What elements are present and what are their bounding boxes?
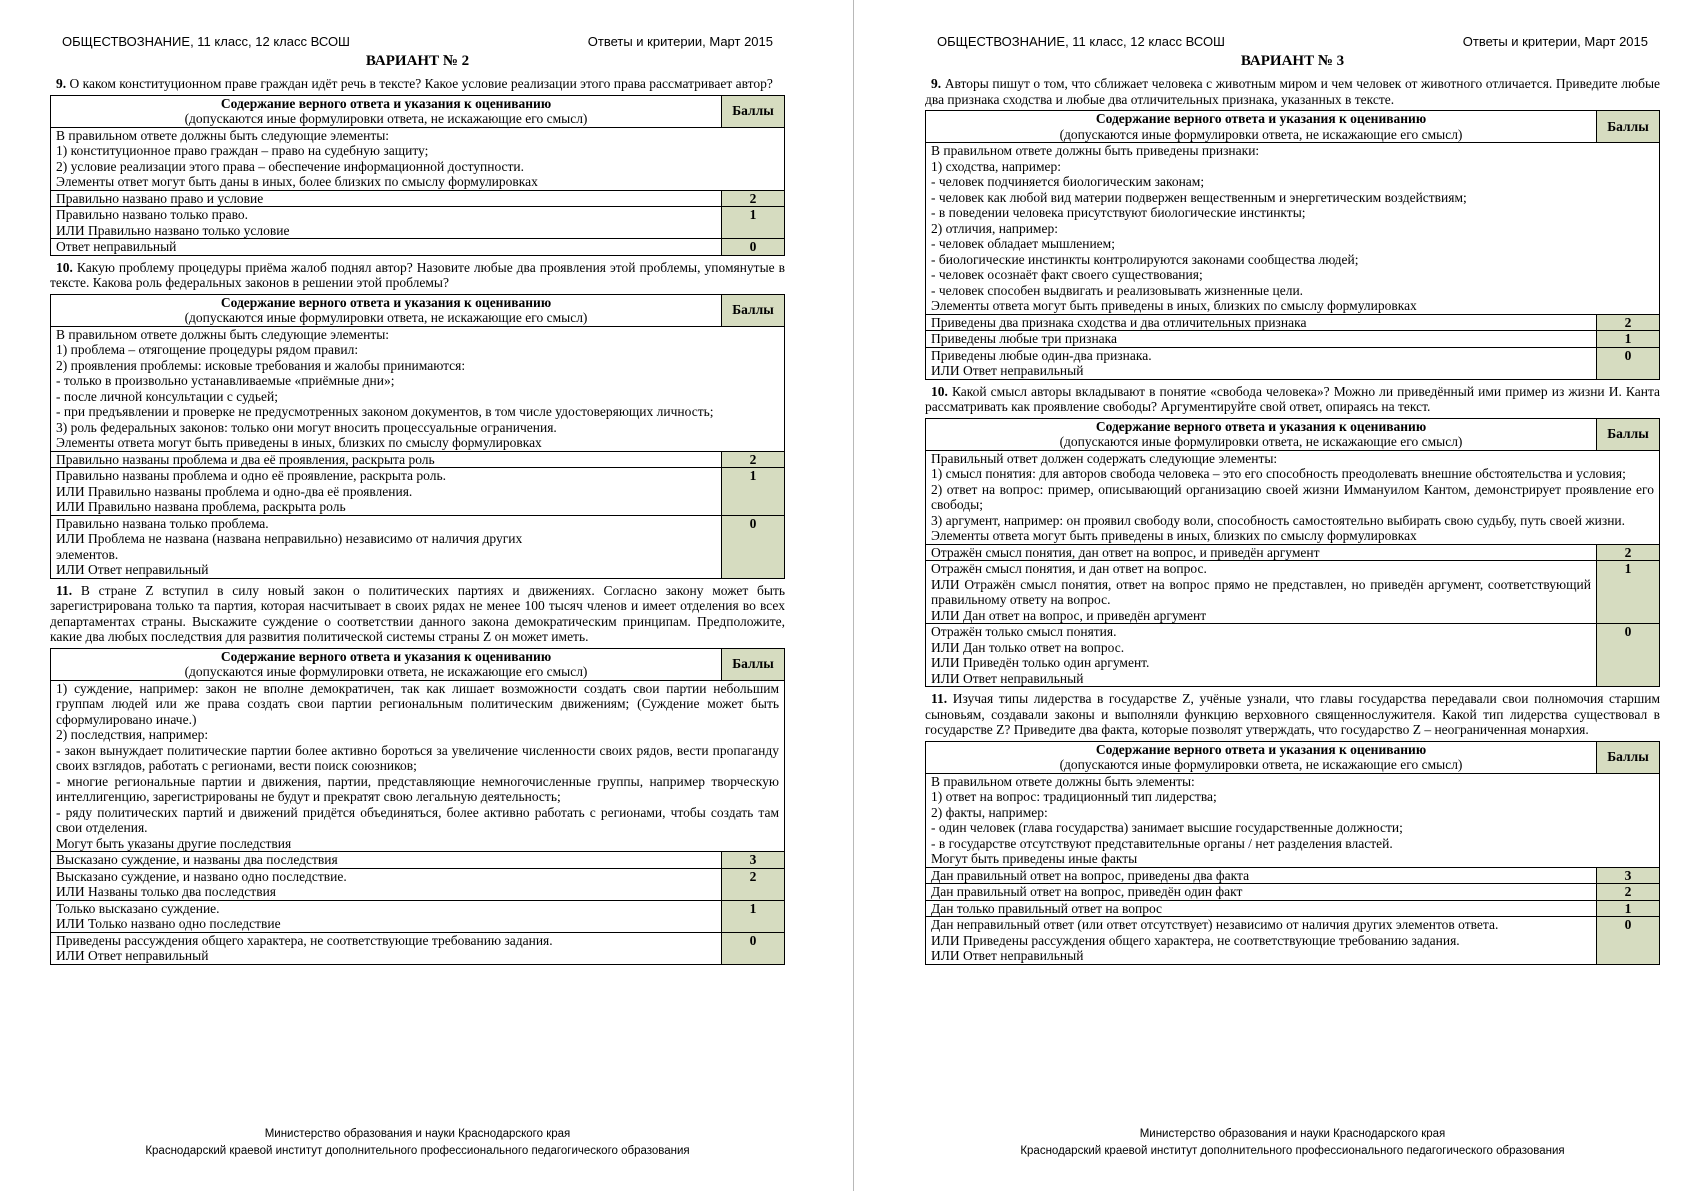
score-criterion xyxy=(926,624,1597,687)
score-row xyxy=(51,932,785,964)
criterion-line: Правильно названо только право. xyxy=(56,207,248,222)
answer-criteria-table xyxy=(925,110,1660,380)
content-line: - многие региональные партии и движения, партии, представляющие немногочисленные группы, например творческую интеллигенцию, зарегистрированы не будут и прекратят свою легальную деятельность; xyxy=(56,773,779,804)
answer-content-row xyxy=(926,773,1660,867)
content-line: 1) ответ на вопрос: традиционный тип лидерства; xyxy=(931,789,1217,804)
answer-criteria-table xyxy=(50,95,785,256)
content-line: - человек способен выдвигать и реализовывать жизненные цели. xyxy=(931,282,1304,298)
content-line: 2) последствия, например: xyxy=(56,727,209,742)
content-line: 2) отличия, например: xyxy=(931,220,1058,236)
table-header-content xyxy=(926,111,1597,143)
criterion-line: Приведены два признака сходства и два отличительных признака xyxy=(931,314,1307,330)
content-line: - после личной консультации с судьей; xyxy=(56,388,278,404)
score-row xyxy=(51,190,785,207)
variant-title: ВАРИАНТ № 3 xyxy=(1240,53,1345,69)
content-line: 2) проявления проблемы: исковые требования и жалобы принимаются: xyxy=(56,357,466,373)
question-number: 11. xyxy=(931,691,948,706)
answer-content-row xyxy=(51,680,785,852)
question-body: Какую проблему процедуры приёма жалоб поднял автор? Назовите любые два проявления этой проблемы, упомянутые в тексте. Какова роль федеральных законов в решении этой проблемы? xyxy=(50,259,786,290)
content-line: В правильном ответе должны быть следующие элементы: xyxy=(56,326,390,342)
content-line: В правильном ответе должны быть приведены признаки: xyxy=(931,143,1260,158)
footer-ministry: Министерство образования и науки Краснодарского края xyxy=(264,1128,571,1140)
score-criterion xyxy=(926,347,1597,379)
score-points: 3 xyxy=(722,852,785,869)
content-line: - человек осознаёт факт своего существования; xyxy=(931,267,1203,282)
header-score-title: Баллы xyxy=(1597,418,1660,450)
question-body: В стране Z вступил в силу новый закон о политических партиях и движениях. Согласно закону может быть зарегистрирована только та партия, которая насчитывает в своих рядах не менее 100 тысяч членов и имеет отделения во всех департаментах страны. Выскажите суждение о соответствии данного закона демократическим принципам. Предположите, какие два любых последствия для развития политической системы страны Z он может иметь. xyxy=(50,582,786,644)
score-points: 0 xyxy=(722,932,785,964)
header-date: Ответы и критерии, Март 2015 xyxy=(1462,34,1648,49)
score-criterion xyxy=(926,867,1597,884)
score-points: 0 xyxy=(1597,347,1660,379)
variant-title: ВАРИАНТ № 2 xyxy=(365,53,470,69)
score-criterion xyxy=(51,207,722,239)
content-line: 1) сходства, например: xyxy=(931,158,1062,174)
criterion-line: ИЛИ Названы только два последствия xyxy=(56,884,277,899)
score-row xyxy=(926,917,1660,965)
content-line: - биологические инстинкты контролируются законами сообщества людей; xyxy=(931,251,1359,267)
score-criterion xyxy=(926,314,1597,331)
criterion-line: Отражён только смысл понятия. xyxy=(931,624,1117,639)
score-criterion xyxy=(926,561,1597,624)
criterion-line: Правильно названы проблема и два её проявления, раскрыта роль xyxy=(56,451,435,467)
score-criterion xyxy=(926,544,1597,561)
criterion-line: Приведены любые один-два признака. xyxy=(931,347,1152,363)
content-line: 1) смысл понятия: для авторов свобода человека – это его способность преодолевать внешние обстоятельства и условия; xyxy=(931,466,1626,481)
criterion-line: ИЛИ Ответ неправильный xyxy=(931,670,1084,686)
score-row xyxy=(926,544,1660,561)
header-score-title: Баллы xyxy=(1597,741,1660,773)
score-row xyxy=(51,207,785,239)
page-header xyxy=(925,34,1660,52)
header-content-note: (допускаются иные формулировки ответа, не искажающие его смысл) xyxy=(184,310,588,325)
header-content-note: (допускаются иные формулировки ответа, не искажающие его смысл) xyxy=(184,111,588,126)
question-body: Какой смысл авторы вкладывают в понятие «свобода человека»? Можно ли приведённый ими пример из жизни И. Канта рассматривать как проявление свободы? Аргументируйте свой ответ, опираясь на текст. xyxy=(925,383,1660,414)
score-criterion xyxy=(51,900,722,932)
header-content-title: Содержание верного ответа и указания к оцениванию xyxy=(1095,418,1427,434)
score-row xyxy=(926,867,1660,884)
header-content-note: (допускаются иные формулировки ответа, не искажающие его смысл) xyxy=(184,664,588,679)
question-body: Авторы пишут о том, что сближает человека с животным миром и чем человек от животного отличается. Приведите любые два признака сходства и любые два отличительных признака, указанных в тексте. xyxy=(925,76,1661,107)
score-criterion xyxy=(51,515,722,578)
question-number: 9. xyxy=(931,76,942,91)
criterion-line: Дан правильный ответ на вопрос, приведён один факт xyxy=(931,884,1243,899)
criterion-line: Приведены любые три признака xyxy=(931,331,1118,346)
criterion-line: ИЛИ Правильно названы проблема и одно-два её проявления. xyxy=(56,483,413,499)
answer-content-row xyxy=(926,450,1660,544)
page-header xyxy=(50,34,785,52)
header-content-note: (допускаются иные формулировки ответа, не искажающие его смысл) xyxy=(1059,126,1463,142)
answer-criteria-table xyxy=(50,294,785,579)
score-criterion xyxy=(926,917,1597,965)
content-line: 3) роль федеральных законов: только они могут вносить процессуальные ограничения. xyxy=(56,419,557,435)
question-number: 10. xyxy=(56,259,73,275)
score-points: 2 xyxy=(722,190,785,207)
question-text xyxy=(925,384,1660,415)
score-row xyxy=(926,884,1660,901)
content-line: Могут быть приведены иные факты xyxy=(931,851,1138,866)
score-row xyxy=(51,451,785,468)
criterion-line: ИЛИ Ответ неправильный xyxy=(931,948,1084,963)
criterion-line: элементов. xyxy=(56,546,119,562)
criterion-line: ИЛИ Приведены рассуждения общего характера, не соответствующие требованию задания. xyxy=(931,932,1460,948)
criterion-line: Дан неправильный ответ (или ответ отсутствует) независимо от наличия других элементов ответа. xyxy=(931,917,1499,932)
criterion-line: ИЛИ Отражён смысл понятия, ответ на вопрос прямо не представлен, но приведён аргумент, соответствующий правильному ответу на вопрос. xyxy=(931,576,1591,607)
score-row xyxy=(926,331,1660,348)
score-points: 0 xyxy=(722,239,785,256)
content-line: Элементы ответ могут быть даны в иных, более близких по смыслу формулировках xyxy=(56,174,538,189)
footer-ministry: Министерство образования и науки Краснодарского края xyxy=(1139,1128,1446,1140)
question-number: 9. xyxy=(56,76,67,91)
score-row xyxy=(51,239,785,256)
answer-content-cell xyxy=(926,773,1660,867)
score-points: 3 xyxy=(1597,867,1660,884)
score-criterion xyxy=(926,900,1597,917)
answer-criteria-table xyxy=(925,418,1660,688)
criterion-line: Дан правильный ответ на вопрос, приведены два факта xyxy=(931,867,1250,883)
table-header-row xyxy=(926,418,1660,450)
content-line: - закон вынуждает политические партии более активно бороться за увеличение численности своих рядов, вести пропаганду своих взглядов, работать с регионами, вести поиск союзников; xyxy=(56,742,779,773)
answer-content-row xyxy=(51,127,785,190)
header-content-note: (допускаются иные формулировки ответа, не искажающие его смысл) xyxy=(1059,434,1463,449)
criterion-line: Правильно названа только проблема. xyxy=(56,515,269,531)
score-criterion xyxy=(51,451,722,468)
score-criterion xyxy=(51,932,722,964)
question-text xyxy=(925,76,1660,107)
answer-criteria-table xyxy=(50,648,785,965)
content-line: В правильном ответе должны быть элементы: xyxy=(931,773,1195,789)
footer-institute: Краснодарский краевой институт дополнительного профессионального педагогического образования xyxy=(145,1145,690,1157)
score-criterion xyxy=(51,239,722,256)
criterion-line: ИЛИ Ответ неправильный xyxy=(56,562,209,577)
question-number: 10. xyxy=(931,383,948,399)
content-line: - только в произвольно устанавливаемые «приёмные дни»; xyxy=(56,373,395,388)
header-score-title: Баллы xyxy=(722,95,785,127)
criterion-line: ИЛИ Правильно названо только условие xyxy=(56,222,290,238)
question-text xyxy=(50,583,785,645)
header-content-title: Содержание верного ответа и указания к оцениванию xyxy=(220,648,552,664)
score-points: 1 xyxy=(722,207,785,239)
header-content-title: Содержание верного ответа и указания к оцениванию xyxy=(1095,111,1427,126)
score-row xyxy=(926,624,1660,687)
table-header-row xyxy=(51,648,785,680)
content-line: - человек обладает мышлением; xyxy=(931,236,1115,251)
footer-institute: Краснодарский краевой институт дополнительного профессионального педагогического образования xyxy=(1020,1145,1565,1157)
question-body: О каком конституционном праве граждан идёт речь в тексте? Какое условие реализации этого права рассматривает автор? xyxy=(69,76,773,91)
answer-content-cell xyxy=(926,450,1660,544)
criterion-line: Правильно названы проблема и одно её проявление, раскрыта роль. xyxy=(56,468,447,483)
page-footer xyxy=(50,1126,785,1160)
content-line: 2) ответ на вопрос: пример, описывающий организацию своей жизни Иммануилом Кантом, демонстрирует проявление его свободы; xyxy=(931,481,1654,512)
criterion-line: ИЛИ Дан только ответ на вопрос. xyxy=(931,639,1125,655)
criterion-line: ИЛИ Приведён только один аргумент. xyxy=(931,655,1150,670)
criterion-line: Дан только правильный ответ на вопрос xyxy=(931,900,1163,916)
criterion-line: Ответ неправильный xyxy=(56,239,177,254)
score-criterion xyxy=(51,868,722,900)
answer-content-row xyxy=(51,326,785,451)
question-text xyxy=(50,76,785,92)
score-points: 2 xyxy=(1597,314,1660,331)
table-header-row xyxy=(51,294,785,326)
content-line: - при предъявлении и проверке не предусмотренных законом документов, в том числе удостоверяющих личность; xyxy=(56,404,714,419)
score-points: 1 xyxy=(722,900,785,932)
score-row xyxy=(51,852,785,869)
table-header-content xyxy=(926,741,1597,773)
score-points: 0 xyxy=(1597,917,1660,965)
header-score-title: Баллы xyxy=(722,648,785,680)
content-line: 2) условие реализации этого права – обеспечение информационной доступности. xyxy=(56,158,525,174)
table-header-content xyxy=(51,294,722,326)
question-text xyxy=(925,691,1660,738)
table-header-row xyxy=(51,95,785,127)
score-criterion xyxy=(51,852,722,869)
score-points: 2 xyxy=(722,451,785,468)
table-header-row xyxy=(926,741,1660,773)
score-points: 1 xyxy=(1597,561,1660,624)
page-footer xyxy=(925,1126,1660,1160)
content-line: 2) факты, например: xyxy=(931,804,1048,820)
content-line: - один человек (глава государства) занимает высшие государственные должности; xyxy=(931,820,1403,835)
criterion-line: Правильно названо право и условие xyxy=(56,190,264,206)
criterion-line: ИЛИ Проблема не названа (названа неправильно) независимо от наличия других xyxy=(56,531,523,546)
score-criterion xyxy=(51,468,722,516)
criterion-line: ИЛИ Правильно названа проблема, раскрыта роль xyxy=(56,499,346,514)
answer-content-row xyxy=(926,143,1660,315)
criterion-line: Приведены рассуждения общего характера, не соответствующие требованию задания. xyxy=(56,932,553,948)
score-points: 0 xyxy=(722,515,785,578)
criterion-line: Высказано суждение, и названы два последствия xyxy=(56,852,338,867)
criterion-line: ИЛИ Дан ответ на вопрос, и приведён аргумент xyxy=(931,607,1207,623)
criterion-line: ИЛИ Только названо одно последствие xyxy=(56,916,281,931)
score-row xyxy=(926,314,1660,331)
table-header-content xyxy=(51,95,722,127)
score-row xyxy=(926,347,1660,379)
criterion-line: ИЛИ Ответ неправильный xyxy=(56,948,209,963)
score-criterion xyxy=(926,884,1597,901)
header-content-title: Содержание верного ответа и указания к оцениванию xyxy=(220,294,552,310)
score-row xyxy=(51,868,785,900)
question-text xyxy=(50,260,785,291)
criterion-line: Только высказано суждение. xyxy=(56,900,220,916)
score-points: 1 xyxy=(1597,331,1660,348)
score-points: 2 xyxy=(1597,544,1660,561)
answer-content-cell xyxy=(51,326,785,451)
table-header-content xyxy=(926,418,1597,450)
content-line: 1) конституционное право граждан – право на судебную защиту; xyxy=(56,143,429,158)
page-body xyxy=(50,76,785,969)
header-content-note: (допускаются иные формулировки ответа, не искажающие его смысл) xyxy=(1059,757,1463,772)
score-points: 2 xyxy=(1597,884,1660,901)
content-line: - в поведении человека присутствуют биологические инстинкты; xyxy=(931,205,1306,220)
answer-content-cell xyxy=(51,127,785,190)
criterion-line: Отражён смысл понятия, и дан ответ на вопрос. xyxy=(931,561,1207,576)
content-line: Правильный ответ должен содержать следующие элементы: xyxy=(931,450,1278,466)
content-line: - человек как любой вид материи подвержен вещественным и энергетическим воздействиям; xyxy=(931,189,1467,205)
content-line: - ряду политических партий и движений придётся объединяться, более активно работать с регионами, чтобы создать там свои отделения. xyxy=(56,804,779,835)
content-line: - человек подчиняется биологическим законам; xyxy=(931,174,1205,189)
score-row xyxy=(926,900,1660,917)
answer-criteria-table xyxy=(925,741,1660,965)
content-line: 3) аргумент, например: он проявил свободу воли, способность самостоятельно выбирать свою судьбу, путь своей жизни. xyxy=(931,512,1626,528)
header-score-title: Баллы xyxy=(1597,111,1660,143)
content-line: 1) суждение, например: закон не вполне демократичен, так как лишает возможности создать свои партии небольшим группам людей или же права создать свои партии региональным политическим движениям; (Суждение может быть сформулировано иначе.) xyxy=(56,680,779,727)
content-line: Могут быть указаны другие последствия xyxy=(56,835,292,851)
answer-content-cell xyxy=(51,680,785,852)
table-header-row xyxy=(926,111,1660,143)
score-points: 2 xyxy=(722,868,785,900)
page-body xyxy=(925,76,1660,969)
score-row xyxy=(51,900,785,932)
page-divider xyxy=(853,0,854,1191)
score-points: 1 xyxy=(1597,900,1660,917)
content-line: Элементы ответа могут быть приведены в иных, близких по смыслу формулировках xyxy=(931,528,1417,543)
header-content-title: Содержание верного ответа и указания к оцениванию xyxy=(1095,741,1427,757)
score-row xyxy=(51,515,785,578)
answer-content-cell xyxy=(926,143,1660,315)
criterion-line: ИЛИ Ответ неправильный xyxy=(931,363,1084,378)
content-line: - в государстве отсутствуют представительные органы / нет разделения властей. xyxy=(931,835,1393,851)
header-subject: ОБЩЕСТВОЗНАНИЕ, 11 класс, 12 класс ВСОШ xyxy=(62,34,350,49)
score-row xyxy=(51,468,785,516)
header-content-title: Содержание верного ответа и указания к оцениванию xyxy=(220,95,552,111)
header-date: Ответы и критерии, Март 2015 xyxy=(587,34,773,49)
score-points: 0 xyxy=(1597,624,1660,687)
question-body: Изучая типы лидерства в государстве Z, учёные узнали, что главы государства передавали свои полномочия старшим сыновьям, создавали законы и выполняли функцию верховного священнослужителя. Какой тип лидерства существовал в государстве Z? Приведите два факта, которые позволят утверждать, что государство Z – неограниченная монархия. xyxy=(925,691,1661,737)
criterion-line: Высказано суждение, и названо одно последствие. xyxy=(56,868,347,884)
content-line: Элементы ответа могут быть приведены в иных, близких по смыслу формулировках xyxy=(931,298,1417,313)
content-line: В правильном ответе должны быть следующие элементы: xyxy=(56,127,390,143)
score-row xyxy=(926,561,1660,624)
score-points: 1 xyxy=(722,468,785,516)
header-subject: ОБЩЕСТВОЗНАНИЕ, 11 класс, 12 класс ВСОШ xyxy=(937,34,1225,49)
table-header-content xyxy=(51,648,722,680)
content-line: Элементы ответа могут быть приведены в иных, близких по смыслу формулировках xyxy=(56,435,542,450)
score-criterion xyxy=(51,190,722,207)
question-number: 11. xyxy=(56,582,73,598)
score-criterion xyxy=(926,331,1597,348)
criterion-line: Отражён смысл понятия, дан ответ на вопрос, и приведён аргумент xyxy=(931,544,1320,560)
header-score-title: Баллы xyxy=(722,294,785,326)
content-line: 1) проблема – отягощение процедуры рядом правил: xyxy=(56,342,359,357)
